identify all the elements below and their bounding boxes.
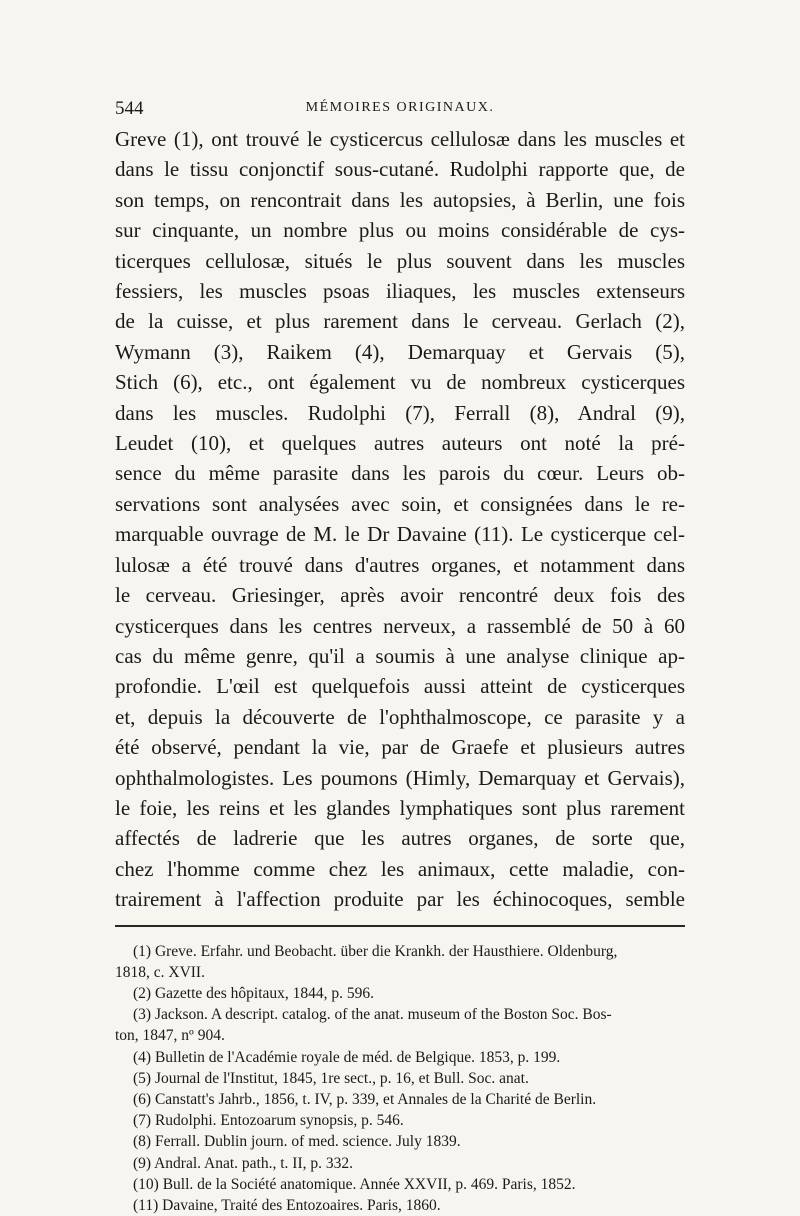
body-line: marquable ouvrage de M. le Dr Davaine (11). Le cysticerque cel-: [115, 522, 685, 547]
footnote: (7) Rudolphi. Entozoarum synopsis, p. 546.: [133, 1112, 404, 1130]
body-line: dans le tissu conjonctif sous-cutané. Rudolphi rapporte que, de: [115, 157, 685, 182]
body-line: le foie, les reins et les glandes lymphatiques sont plus rarement: [115, 795, 685, 820]
body-line: servations sont analysées avec soin, et consignées dans le re-: [115, 491, 685, 516]
footnote: (11) Davaine, Traité des Entozoaires. Paris, 1860.: [133, 1197, 441, 1214]
page: [115, 96, 685, 1216]
body-line: cas du même genre, qu'il a soumis à une analyse clinique ap-: [115, 643, 685, 668]
body-line: Stich (6), etc., ont également vu de nombreux cysticerques: [115, 370, 685, 395]
body-line: son temps, on rencontrait dans les autopsies, à Berlin, une fois: [115, 187, 685, 212]
footnote: (5) Journal de l'Institut, 1845, 1re sect., p. 16, et Bull. Soc. anat.: [133, 1069, 529, 1087]
footnote: (3) Jackson. A descript. catalog. of the anat. museum of the Boston Soc. Bos-: [133, 1006, 612, 1024]
footnotes: [115, 941, 685, 1216]
footnote: (6) Canstatt's Jahrb., 1856, t. IV, p. 339, et Annales de la Charité de Berlin.: [133, 1090, 597, 1108]
body-line: fessiers, les muscles psoas iliaques, les muscles extenseurs: [115, 279, 685, 304]
footnote-continuation: ton, 1847, nº 904.: [115, 1027, 225, 1045]
body-text: [115, 124, 685, 915]
body-line: cysticerques dans les centres nerveux, a rassemblé de 50 à 60: [115, 613, 685, 638]
body-line: chez l'homme comme chez les animaux, cette maladie, con-: [115, 856, 685, 881]
body-line: trairement à l'affection produite par les échinocoques, semble: [115, 887, 685, 912]
footnote: (1) Greve. Erfahr. und Beobacht. über die Krankh. der Hausthiere. Oldenburg,: [133, 942, 618, 960]
body-line: Wymann (3), Raikem (4), Demarquay et Gervais (5),: [115, 339, 685, 364]
running-head: MÉMOIRES ORIGINAUX.: [305, 100, 495, 115]
body-line: sence du même parasite dans les parois du cœur. Leurs ob-: [115, 461, 685, 486]
footnote: (2) Gazette des hôpitaux, 1844, p. 596.: [133, 984, 375, 1002]
body-line: et, depuis la découverte de l'ophthalmoscope, ce parasite y a: [115, 704, 685, 729]
body-line: le cerveau. Griesinger, après avoir rencontré deux fois des: [115, 583, 685, 608]
body-line: été observé, pendant la vie, par de Graefe et plusieurs autres: [115, 735, 685, 760]
page-number: 544: [115, 98, 144, 119]
footnote: (9) Andral. Anat. path., t. II, p. 332.: [133, 1154, 353, 1172]
body-line: ophthalmologistes. Les poumons (Himly, Demarquay et Gervais),: [115, 765, 685, 790]
footnote-rule: [115, 925, 685, 927]
body-line: profondie. L'œil est quelquefois aussi atteint de cysticerques: [115, 674, 685, 699]
body-line: sur cinquante, un nombre plus ou moins considérable de cys-: [115, 218, 685, 243]
body-line: Greve (1), ont trouvé le cysticercus cellulosæ dans les muscles et: [115, 127, 685, 151]
page-header: [115, 96, 685, 124]
body-line: ticerques cellulosæ, situés le plus souvent dans les muscles: [115, 248, 685, 273]
body-line: lulosæ a été trouvé dans d'autres organes, et notamment dans: [115, 552, 685, 577]
body-line: affectés de ladrerie que les autres organes, de sorte que,: [115, 826, 685, 851]
footnote-continuation: 1818, c. XVII.: [115, 963, 205, 981]
footnote: (8) Ferrall. Dublin journ. of med. science. July 1839.: [133, 1133, 461, 1151]
body-line: de la cuisse, et plus rarement dans le cerveau. Gerlach (2),: [115, 309, 685, 334]
footnote: (10) Bull. de la Société anatomique. Année XXVII, p. 469. Paris, 1852.: [133, 1175, 576, 1193]
body-line: Leudet (10), et quelques autres auteurs ont noté la pré-: [115, 431, 685, 456]
footnote: (4) Bulletin de l'Académie royale de méd. de Belgique. 1853, p. 199.: [133, 1048, 561, 1066]
body-line: dans les muscles. Rudolphi (7), Ferrall (8), Andral (9),: [115, 400, 685, 425]
